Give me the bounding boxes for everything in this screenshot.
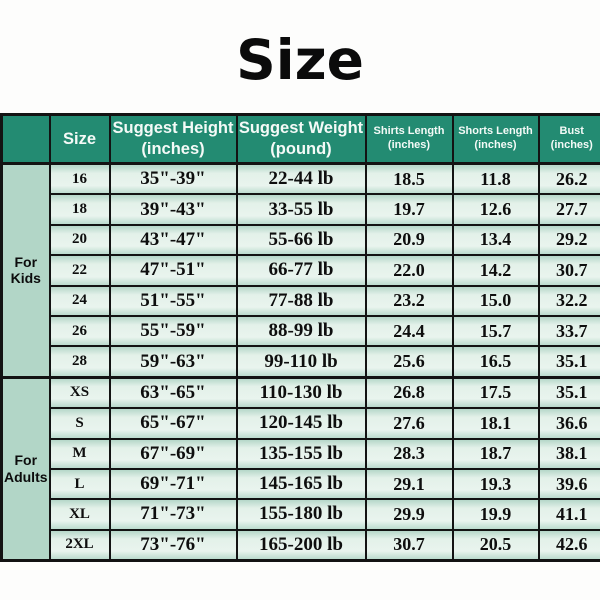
bust-cell: 27.7 — [539, 194, 600, 224]
size-cell: 2XL — [50, 530, 110, 561]
shorts-cell: 13.4 — [453, 225, 539, 255]
table-row — [2, 469, 600, 499]
group-label-kids — [2, 164, 50, 378]
height-cell: 51"-55" — [110, 286, 237, 316]
size-cell: M — [50, 439, 110, 469]
table-row — [2, 316, 600, 346]
column-header-title: Size — [62, 129, 97, 148]
bust-cell: 42.6 — [539, 530, 600, 561]
height-cell: 43"-47" — [110, 225, 237, 255]
shirts-cell: 29.9 — [366, 499, 453, 529]
shorts-cell: 19.3 — [453, 469, 539, 499]
size-cell: 18 — [50, 194, 110, 224]
table-row — [2, 346, 600, 377]
table-row — [2, 408, 600, 438]
shorts-cell: 14.2 — [453, 255, 539, 285]
height-cell: 73"-76" — [110, 530, 237, 561]
size-cell: S — [50, 408, 110, 438]
size-cell: 28 — [50, 346, 110, 377]
bust-cell: 29.2 — [539, 225, 600, 255]
size-cell: 20 — [50, 225, 110, 255]
table-row — [2, 439, 600, 469]
group-label-line: Kids — [10, 270, 41, 287]
height-cell: 39"-43" — [110, 194, 237, 224]
column-header-subtitle: (inches) — [387, 139, 431, 151]
shorts-cell: 19.9 — [453, 499, 539, 529]
height-cell: 65"-67" — [110, 408, 237, 438]
size-table — [0, 113, 600, 562]
weight-cell: 165-200 lb — [237, 530, 366, 561]
bust-cell: 35.1 — [539, 346, 600, 377]
header-corner-cell — [2, 115, 50, 164]
page-title: Size — [236, 28, 364, 92]
column-header-bust — [539, 115, 600, 164]
weight-cell: 135-155 lb — [237, 439, 366, 469]
column-header-subtitle: (pound) — [270, 140, 332, 158]
table-row — [2, 530, 600, 561]
shorts-cell: 16.5 — [453, 346, 539, 377]
shorts-cell: 15.7 — [453, 316, 539, 346]
size-cell: 22 — [50, 255, 110, 285]
group-label-line: For — [14, 253, 38, 270]
height-cell: 35"-39" — [110, 164, 237, 195]
height-cell: 69"-71" — [110, 469, 237, 499]
table-row — [2, 225, 600, 255]
column-header-subtitle: (inches) — [550, 139, 593, 151]
size-table-body — [2, 164, 600, 561]
bust-cell: 26.2 — [539, 164, 600, 195]
size-cell: 26 — [50, 316, 110, 346]
column-header-weight — [237, 115, 366, 164]
weight-cell: 88-99 lb — [237, 316, 366, 346]
group-label-line: Adults — [3, 468, 48, 485]
shirts-cell: 22.0 — [366, 255, 453, 285]
table-row — [2, 286, 600, 316]
shorts-cell: 12.6 — [453, 194, 539, 224]
shirts-cell: 29.1 — [366, 469, 453, 499]
shirts-cell: 28.3 — [366, 439, 453, 469]
bust-cell: 38.1 — [539, 439, 600, 469]
shirts-cell: 27.6 — [366, 408, 453, 438]
height-cell: 67"-69" — [110, 439, 237, 469]
header-row — [2, 115, 600, 164]
bust-cell: 33.7 — [539, 316, 600, 346]
shirts-cell: 20.9 — [366, 225, 453, 255]
height-cell: 71"-73" — [110, 499, 237, 529]
weight-cell: 120-145 lb — [237, 408, 366, 438]
column-header-title: Suggest Height — [112, 119, 234, 138]
shorts-cell: 17.5 — [453, 377, 539, 408]
size-table-container — [0, 113, 600, 569]
shirts-cell: 25.6 — [366, 346, 453, 377]
shirts-cell: 26.8 — [366, 377, 453, 408]
shirts-cell: 23.2 — [366, 286, 453, 316]
column-header-subtitle: (inches) — [474, 139, 517, 151]
height-cell: 63"-65" — [110, 377, 237, 408]
group-label-adults — [2, 377, 50, 560]
shorts-cell: 18.7 — [453, 439, 539, 469]
table-row — [2, 255, 600, 285]
weight-cell: 33-55 lb — [237, 194, 366, 224]
bust-cell: 35.1 — [539, 377, 600, 408]
column-header-shirts — [366, 115, 453, 164]
weight-cell: 22-44 lb — [237, 164, 366, 195]
bust-cell: 36.6 — [539, 408, 600, 438]
bust-cell: 30.7 — [539, 255, 600, 285]
size-cell: L — [50, 469, 110, 499]
shirts-cell: 19.7 — [366, 194, 453, 224]
bust-cell: 39.6 — [539, 469, 600, 499]
bust-cell: 32.2 — [539, 286, 600, 316]
group-label-line: For — [14, 452, 38, 469]
bust-cell: 41.1 — [539, 499, 600, 529]
shorts-cell: 15.0 — [453, 286, 539, 316]
weight-cell: 66-77 lb — [237, 255, 366, 285]
weight-cell: 110-130 lb — [237, 377, 366, 408]
column-header-height — [110, 115, 237, 164]
table-row — [2, 194, 600, 224]
size-cell: 24 — [50, 286, 110, 316]
shorts-cell: 11.8 — [453, 164, 539, 195]
size-cell: XS — [50, 377, 110, 408]
column-header-subtitle: (inches) — [141, 140, 205, 158]
size-cell: XL — [50, 499, 110, 529]
table-row — [2, 377, 600, 408]
size-cell: 16 — [50, 164, 110, 195]
weight-cell: 99-110 lb — [237, 346, 366, 377]
weight-cell: 55-66 lb — [237, 225, 366, 255]
shirts-cell: 30.7 — [366, 530, 453, 561]
height-cell: 59"-63" — [110, 346, 237, 377]
column-header-title: Bust — [559, 125, 584, 138]
column-header-title: Shorts Length — [458, 125, 533, 138]
weight-cell: 155-180 lb — [237, 499, 366, 529]
shorts-cell: 18.1 — [453, 408, 539, 438]
shirts-cell: 18.5 — [366, 164, 453, 195]
column-header-shorts — [453, 115, 539, 164]
weight-cell: 77-88 lb — [237, 286, 366, 316]
table-row — [2, 499, 600, 529]
column-header-title: Suggest Weight — [238, 119, 364, 138]
shorts-cell: 20.5 — [453, 530, 539, 561]
table-row — [2, 164, 600, 195]
column-header-title: Shirts Length — [373, 125, 445, 138]
height-cell: 55"-59" — [110, 316, 237, 346]
height-cell: 47"-51" — [110, 255, 237, 285]
shirts-cell: 24.4 — [366, 316, 453, 346]
size-table-header — [2, 115, 600, 164]
column-header-size — [50, 115, 110, 164]
weight-cell: 145-165 lb — [237, 469, 366, 499]
